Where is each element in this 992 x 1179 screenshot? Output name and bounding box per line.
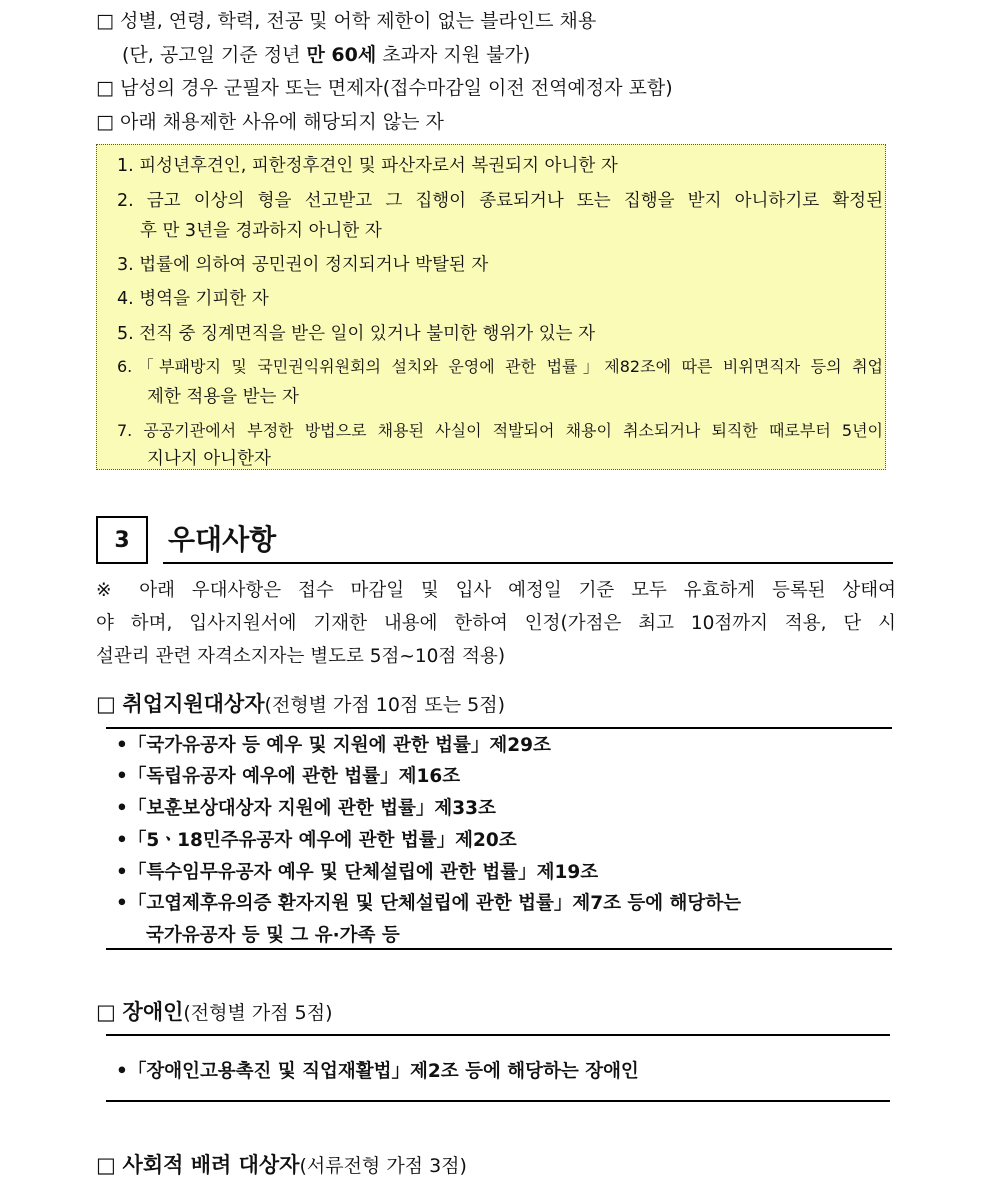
note-line-2: 야 하며, 입사지원서에 기재한 내용에 한하여 인정(가점은 최고 10점까지 적용, 단 시	[96, 613, 896, 634]
employment-item-3: •「보훈보상대상자 지원에 관한 법률」제33조	[116, 798, 496, 819]
employment-item-6-cont: 국가유공자 등 및 그 유·가족 등	[146, 925, 400, 946]
restriction-item-1: 1. 피성년후견인, 피한정후견인 및 파산자로서 복권되지 아니한 자	[117, 156, 618, 176]
employment-item-5: •「특수임무유공자 예우 및 단체설립에 관한 법률」제19조	[116, 862, 599, 883]
age-limit-post: 초과자 지원 불가)	[376, 44, 531, 66]
restriction-item-3: 3. 법률에 의하여 공민권이 정지되거나 박탈된 자	[117, 255, 489, 275]
disabled-top-rule	[106, 1034, 890, 1036]
age-limit-pre: (단, 공고일 기준 정년	[122, 44, 307, 66]
disabled-title: 장애인	[122, 1000, 184, 1024]
employment-item-1: •「국가유공자 등 예우 및 지원에 관한 법률」제29조	[116, 735, 551, 756]
disabled-checkbox: □	[96, 1000, 123, 1024]
employment-top-rule	[106, 727, 892, 729]
section-number: 3	[96, 516, 148, 564]
employment-detail: (전형별 가점 10점 또는 5점)	[264, 694, 505, 716]
disabled-item: •「장애인고용촉진 및 직업재활법」제2조 등에 해당하는 장애인	[116, 1061, 639, 1082]
disabled-detail: (전형별 가점 5점)	[183, 1002, 333, 1024]
restriction-item-6: 6.「부패방지 및 국민권익위원회의 설치와 운영에 관한 법률」제82조에 따른 비위면직자 등의 취업	[117, 357, 883, 376]
employment-heading	[96, 688, 505, 718]
restriction-item-5: 5. 전직 중 징계면직을 받은 일이 있거나 불미한 행위가 있는 자	[117, 324, 596, 344]
employment-title: 취업지원대상자	[122, 692, 265, 716]
employment-bottom-rule	[106, 948, 892, 950]
employment-item-4: •「5ㆍ18민주유공자 예우에 관한 법률」제20조	[116, 830, 517, 851]
employment-item-2: •「독립유공자 예우에 관한 법률」제16조	[116, 766, 461, 787]
condition-age-limit	[122, 40, 530, 67]
section-title-underline	[163, 562, 893, 564]
section-title: 우대사항	[168, 523, 277, 556]
social-title: 사회적 배려 대상자	[122, 1153, 300, 1177]
restriction-item-4: 4. 병역을 기피한 자	[117, 289, 269, 309]
employment-checkbox: □	[96, 692, 123, 716]
disabled-heading	[96, 996, 333, 1026]
restriction-item-2: 2. 금고 이상의 형을 선고받고 그 집행이 종료되거나 또는 집행을 받지 아니하기로 확정된	[117, 191, 883, 211]
restriction-box	[96, 144, 886, 470]
restriction-item-7-cont: 지나지 아니한자	[147, 449, 271, 469]
restriction-item-6-cont: 제한 적용을 받는 자	[147, 387, 299, 407]
restriction-item-7: 7. 공공기관에서 부정한 방법으로 채용된 사실이 적발되어 채용이 취소되거나 퇴직한 때로부터 5년이	[117, 421, 883, 440]
employment-item-6: •「고엽제후유의증 환자지원 및 단체설립에 관한 법률」제7조 등에 해당하는	[116, 893, 742, 914]
note-line-3: 설관리 관련 자격소지자는 별도로 5점~10점 적용)	[96, 646, 506, 667]
social-heading	[96, 1149, 467, 1179]
note-line-1: ※ 아래 우대사항은 접수 마감일 및 입사 예정일 기준 모두 유효하게 등록된 상태여	[96, 580, 896, 601]
condition-restriction-intro: □ 아래 채용제한 사유에 해당되지 않는 자	[96, 111, 444, 133]
condition-military: □ 남성의 경우 군필자 또는 면제자(접수마감일 이전 전역예정자 포함)	[96, 77, 673, 99]
restriction-item-2-cont: 후 만 3년을 경과하지 아니한 자	[140, 221, 382, 241]
social-checkbox: □	[96, 1153, 123, 1177]
social-detail: (서류전형 가점 3점)	[299, 1155, 467, 1177]
condition-blind-hiring: □ 성별, 연령, 학력, 전공 및 어학 제한이 없는 블라인드 채용	[96, 10, 597, 32]
disabled-bottom-rule	[106, 1100, 890, 1102]
age-limit-bold: 만 60세	[306, 44, 377, 66]
